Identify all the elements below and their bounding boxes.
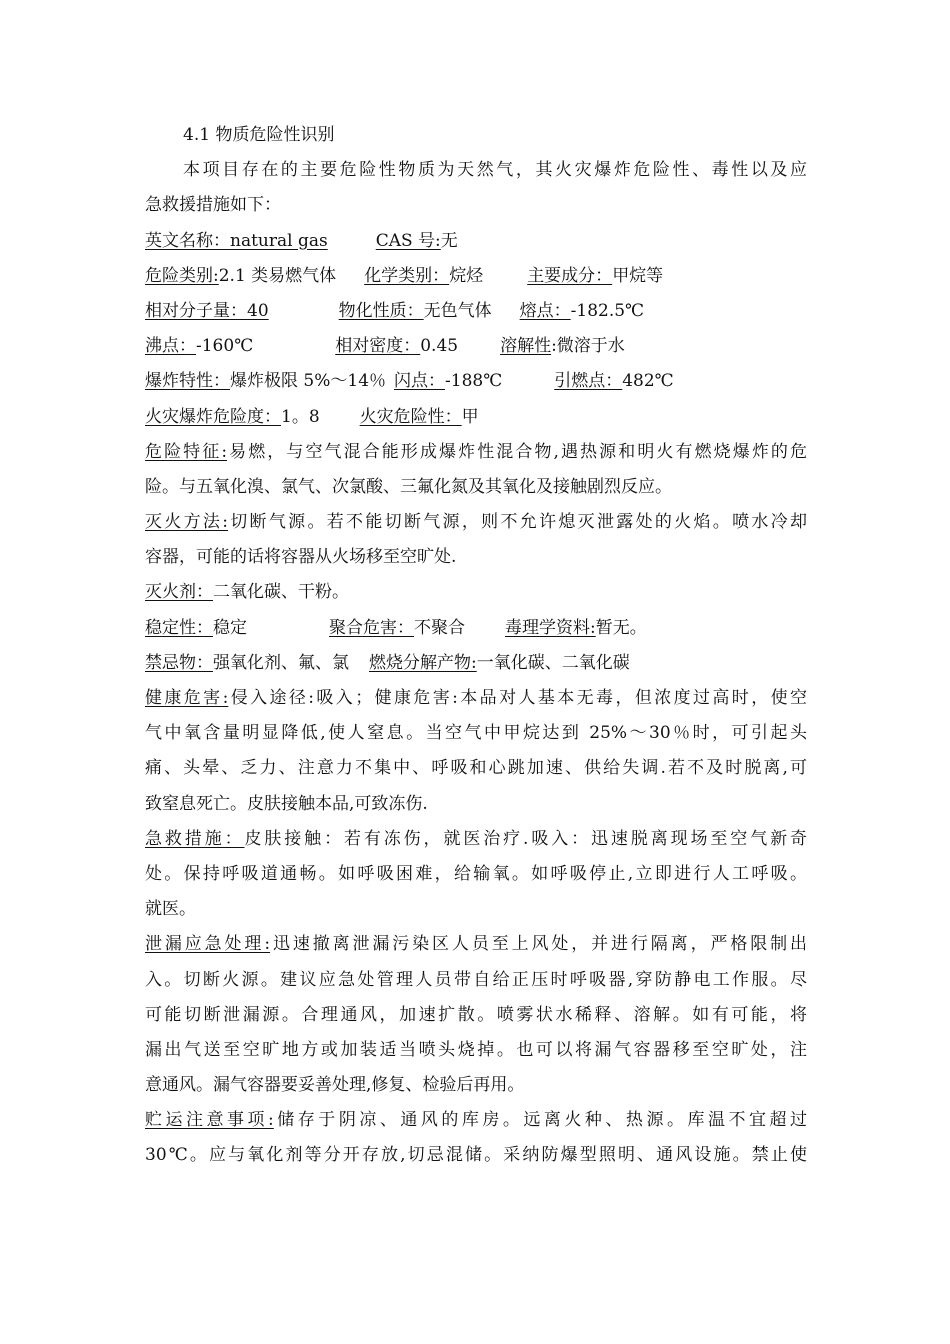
firstaid-line-2: 处。保持呼吸道通畅。如呼吸困难，给输氧。如呼吸停止,立即进行人工呼吸。 bbox=[145, 863, 807, 884]
field-key: 英文名称： bbox=[145, 230, 230, 251]
row-stability bbox=[145, 611, 807, 646]
field-key: 闪点： bbox=[394, 371, 446, 392]
leak-line-3: 可能切断泄漏源。合理通风，加速扩散。喷雾状水稀释、溶解。如有可能，将 bbox=[145, 1004, 807, 1025]
field-key: 沸点： bbox=[145, 336, 196, 357]
row-boiling bbox=[145, 329, 807, 364]
field-value: 甲 bbox=[461, 406, 479, 427]
health-line-2: 气中氧含量明显降低,使人窒息。当空气中甲烷达到 25%～30％时，可引起头 bbox=[145, 723, 807, 744]
field-key: 相对分子量： bbox=[145, 300, 247, 321]
field-value: 烷烃 bbox=[449, 265, 484, 286]
field-value: 无 bbox=[440, 230, 458, 251]
field-value: 1。8 bbox=[281, 406, 320, 427]
field-key: 主要成分： bbox=[527, 265, 613, 286]
danger-line-1: 危险特征:易燃，与空气混合能形成爆炸性混合物,遇热源和明火有燃烧爆炸的危 bbox=[145, 441, 807, 462]
field-value: 强氧化剂、氟、氯 bbox=[213, 652, 349, 673]
fire-method-line-2: 容器，可能的话将容器从火场移至空旷处. bbox=[145, 547, 457, 568]
row-molecular bbox=[145, 294, 807, 329]
leak-line-4: 漏出气送至空旷地方或加装适当喷头烧掉。也可以将漏气容器移至空旷处，注 bbox=[145, 1039, 807, 1060]
row-hazard-class bbox=[145, 259, 807, 294]
field-key: 泄漏应急处理: bbox=[145, 934, 271, 955]
field-key: 急救措施： bbox=[145, 828, 245, 849]
field-key: 聚合危害： bbox=[329, 617, 414, 638]
field-value: natural gas bbox=[230, 230, 328, 251]
document-body bbox=[145, 118, 807, 1174]
intro-line-1: 本项目存在的主要危险性物质为天然气，其火灾爆炸危险性、毒性以及应 bbox=[183, 160, 807, 181]
field-value: 0.45 bbox=[420, 336, 459, 357]
health-line-3: 痛、头晕、乏力、注意力不集中、呼吸和心跳加速、供给失调.若不及时脱离,可 bbox=[145, 758, 807, 779]
field-key: 健康危害: bbox=[145, 688, 229, 708]
field-key: 熔点： bbox=[519, 300, 571, 321]
field-key: 危险类别: bbox=[145, 265, 219, 286]
field-value: :微溶于水 bbox=[551, 336, 625, 357]
storage-line-1: 贮运注意事项:储存于阴凉、通风的库房。远离火种、热源。库温不宜超过 bbox=[145, 1110, 807, 1131]
row-extinguisher: 灭火剂：二氧化碳、干粉。 bbox=[145, 582, 349, 603]
field-key: 火灾爆炸危险度： bbox=[145, 406, 281, 427]
field-key: CAS 号: bbox=[375, 230, 441, 251]
field-key: 物化性质： bbox=[338, 300, 424, 321]
field-value: 一氧化碳、二氧化碳 bbox=[476, 652, 630, 673]
health-line-4: 致窒息死亡。皮肤接触本品,可致冻伤. bbox=[145, 793, 428, 814]
section-heading: 4.1 物质危险性识别 bbox=[183, 125, 335, 145]
field-value: 暂无。 bbox=[595, 617, 647, 638]
firstaid-line-3: 就医。 bbox=[145, 899, 196, 920]
storage-line-2: 30℃。应与氧化剂等分开存放,切忌混储。采纳防爆型照明、通风设施。禁止使 bbox=[145, 1145, 807, 1166]
health-line-1: 健康危害:侵入途径:吸入；健康危害:本品对人基本无毒，但浓度过高时，使空 bbox=[145, 688, 807, 708]
field-value: -182.5℃ bbox=[570, 300, 645, 321]
intro-line-2: 急救援措施如下： bbox=[145, 195, 281, 216]
leak-line-1: 泄漏应急处理:迅速撤离泄漏污染区人员至上风处，并进行隔离，严格限制出 bbox=[145, 934, 808, 955]
field-value: 2.1 类易燃气体 bbox=[218, 265, 337, 286]
row-english-name bbox=[145, 224, 807, 259]
field-value: 482℃ bbox=[622, 371, 674, 392]
field-value: 不聚合 bbox=[414, 617, 465, 638]
field-value: -160℃ bbox=[196, 336, 254, 357]
field-key: 灭火剂： bbox=[145, 582, 213, 603]
field-key: 稳定性： bbox=[145, 617, 213, 638]
fire-method-line-1: 灭火方法:切断气源。若不能切断气源，则不允许熄灭泄露处的火焰。喷水冷却 bbox=[145, 512, 807, 533]
field-value: 无色气体 bbox=[423, 300, 492, 321]
field-key: 贮运注意事项: bbox=[145, 1110, 274, 1131]
leak-line-2: 入。切断火源。建议应急处管理人员带自给正压时呼吸器,穿防静电工作服。尽 bbox=[145, 969, 807, 990]
field-key: 燃烧分解产物: bbox=[369, 652, 477, 673]
field-value: 40 bbox=[247, 300, 269, 321]
field-key: 相对密度： bbox=[335, 336, 421, 357]
field-key: 毒理学资料: bbox=[505, 617, 596, 638]
row-fire-risk bbox=[145, 400, 807, 435]
field-value: 稳定 bbox=[213, 617, 247, 638]
row-incompatible bbox=[145, 646, 807, 681]
field-value: -188℃ bbox=[445, 371, 503, 392]
field-value: 甲烷等 bbox=[612, 265, 664, 286]
firstaid-line-1: 急救措施：皮肤接触：若有冻伤，就医治疗.吸入：迅速脱离现场至空气新奇 bbox=[145, 828, 807, 849]
field-key: 爆炸特性： bbox=[145, 371, 230, 392]
field-key: 禁忌物： bbox=[145, 652, 213, 673]
field-key: 灭火方法: bbox=[145, 512, 228, 533]
field-key: 引燃点： bbox=[554, 371, 623, 392]
field-value: 爆炸极限 5%～14％ bbox=[230, 371, 387, 392]
field-key: 溶解性 bbox=[500, 336, 552, 357]
field-key: 危险特征: bbox=[145, 441, 228, 462]
row-explosion bbox=[145, 364, 807, 399]
danger-line-2: 险。与五氧化溴、氯气、次氯酸、三氟化氮及其氧化及接触剧烈反应。 bbox=[145, 476, 672, 497]
field-key: 火灾危险性： bbox=[359, 406, 462, 427]
field-key: 化学类别： bbox=[364, 265, 450, 286]
leak-line-5: 意通风。漏气容器要妥善处理,修复、检验后再用。 bbox=[145, 1075, 525, 1096]
